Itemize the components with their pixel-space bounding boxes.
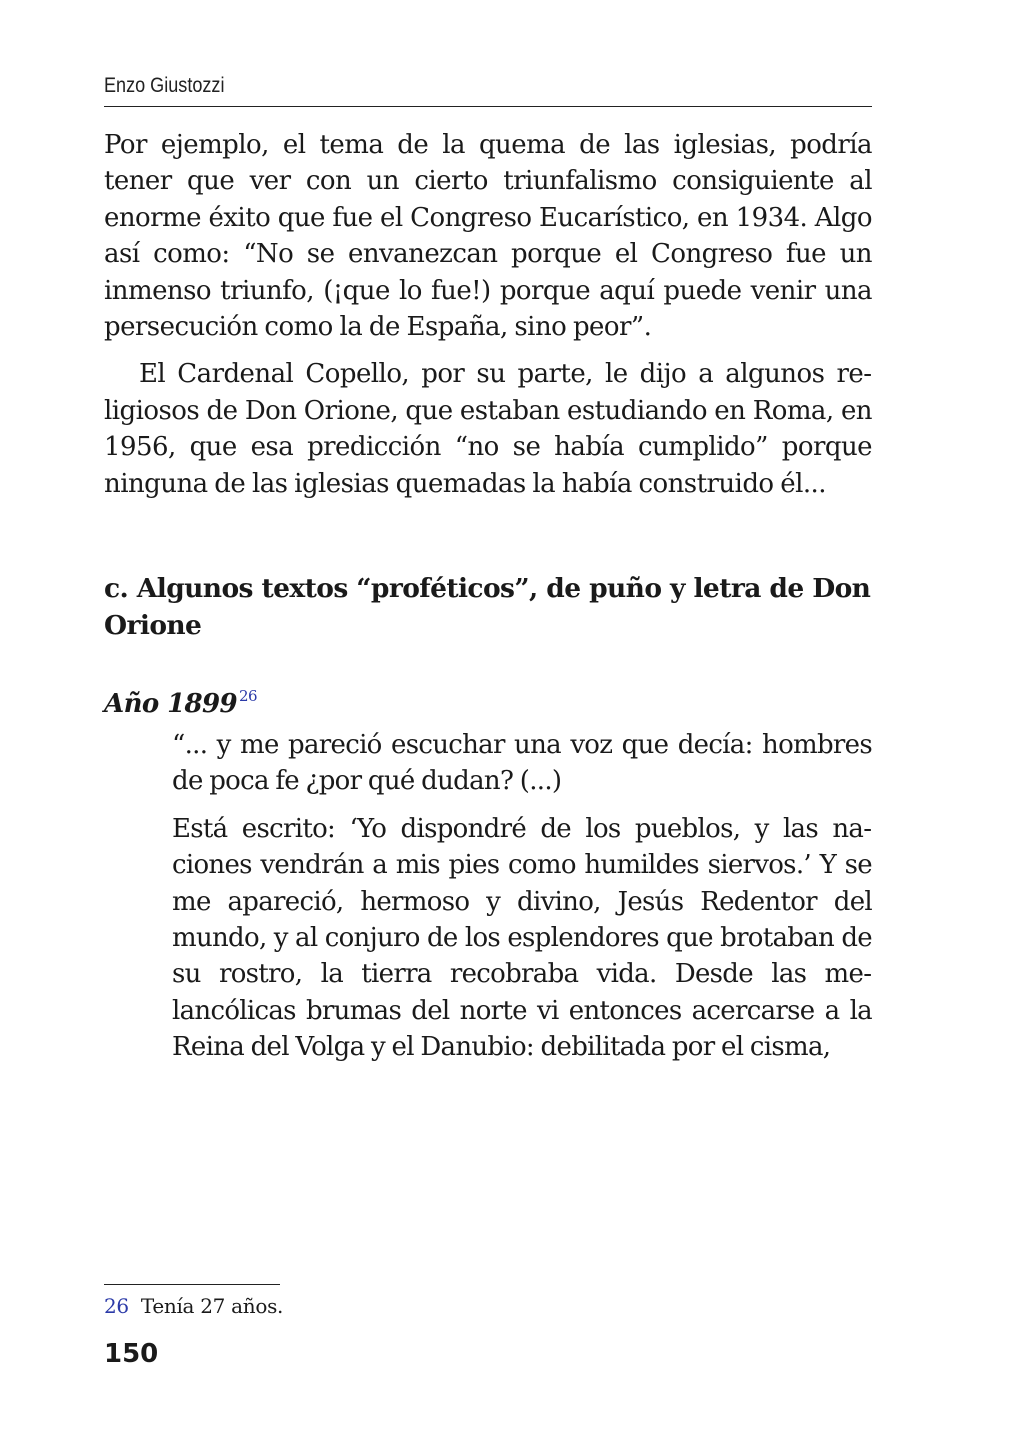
running-head-author: Enzo Giustozzi: [104, 74, 225, 97]
footnote-text: Tenía 27 años.: [140, 1294, 284, 1318]
section-heading: c. Algunos textos “proféticos”, de puño y letra de Don Orione: [104, 573, 871, 641]
quote-paragraph-1: “... y me pareció escuchar una voz que decía: hombres de poca fe ¿por qué dudan? (...): [172, 730, 872, 797]
body-text: [104, 127, 872, 502]
footnote-rule: [104, 1284, 280, 1285]
footnote: [104, 1292, 283, 1320]
block-quote: [172, 727, 872, 1066]
footnote-reference-link[interactable]: 26: [239, 687, 257, 705]
quote-paragraph-2: Está escrito: ‘Yo dispondré de los pueblos, y las naciones vendrán a mis pies como humildes siervos.’ Y se me apareció, hermoso y divino, Jesús Redentor del mundo, y al conjuro de los esplendores que brotaban de su rostro, la tierra recobraba vida. Desde las melancólicas brumas del norte vi entonces acercarse a la Reina del Volga y el Danubio: debilitada por el cisma,: [172, 813, 872, 1063]
paragraph-1: Por ejemplo, el tema de la quema de las iglesias, podría tener que ver con un cierto triunfalismo consiguiente al enorme éxito que fue el Congreso Eucarístico, en 1934. Algo así como: “No se envanezcan porque el Congreso fue un inmenso triunfo, (¡que lo fue!) porque aquí puede venir una persecución como la de España, sino peor”.: [104, 130, 872, 343]
subheading-text: Año 1899: [104, 689, 238, 719]
footnote-number[interactable]: 26: [104, 1294, 129, 1318]
subheading-year: [104, 678, 257, 722]
header-rule: [104, 106, 872, 107]
page-number: 150: [104, 1339, 159, 1369]
paragraph-2: El Cardenal Copello, por su parte, le dijo a algunos religiosos de Don Orione, que estaban estudiando en Roma, en 1956, que esa predicción “no se había cumplido” porque ninguna de las iglesias quemadas la había construido él...: [104, 359, 872, 499]
